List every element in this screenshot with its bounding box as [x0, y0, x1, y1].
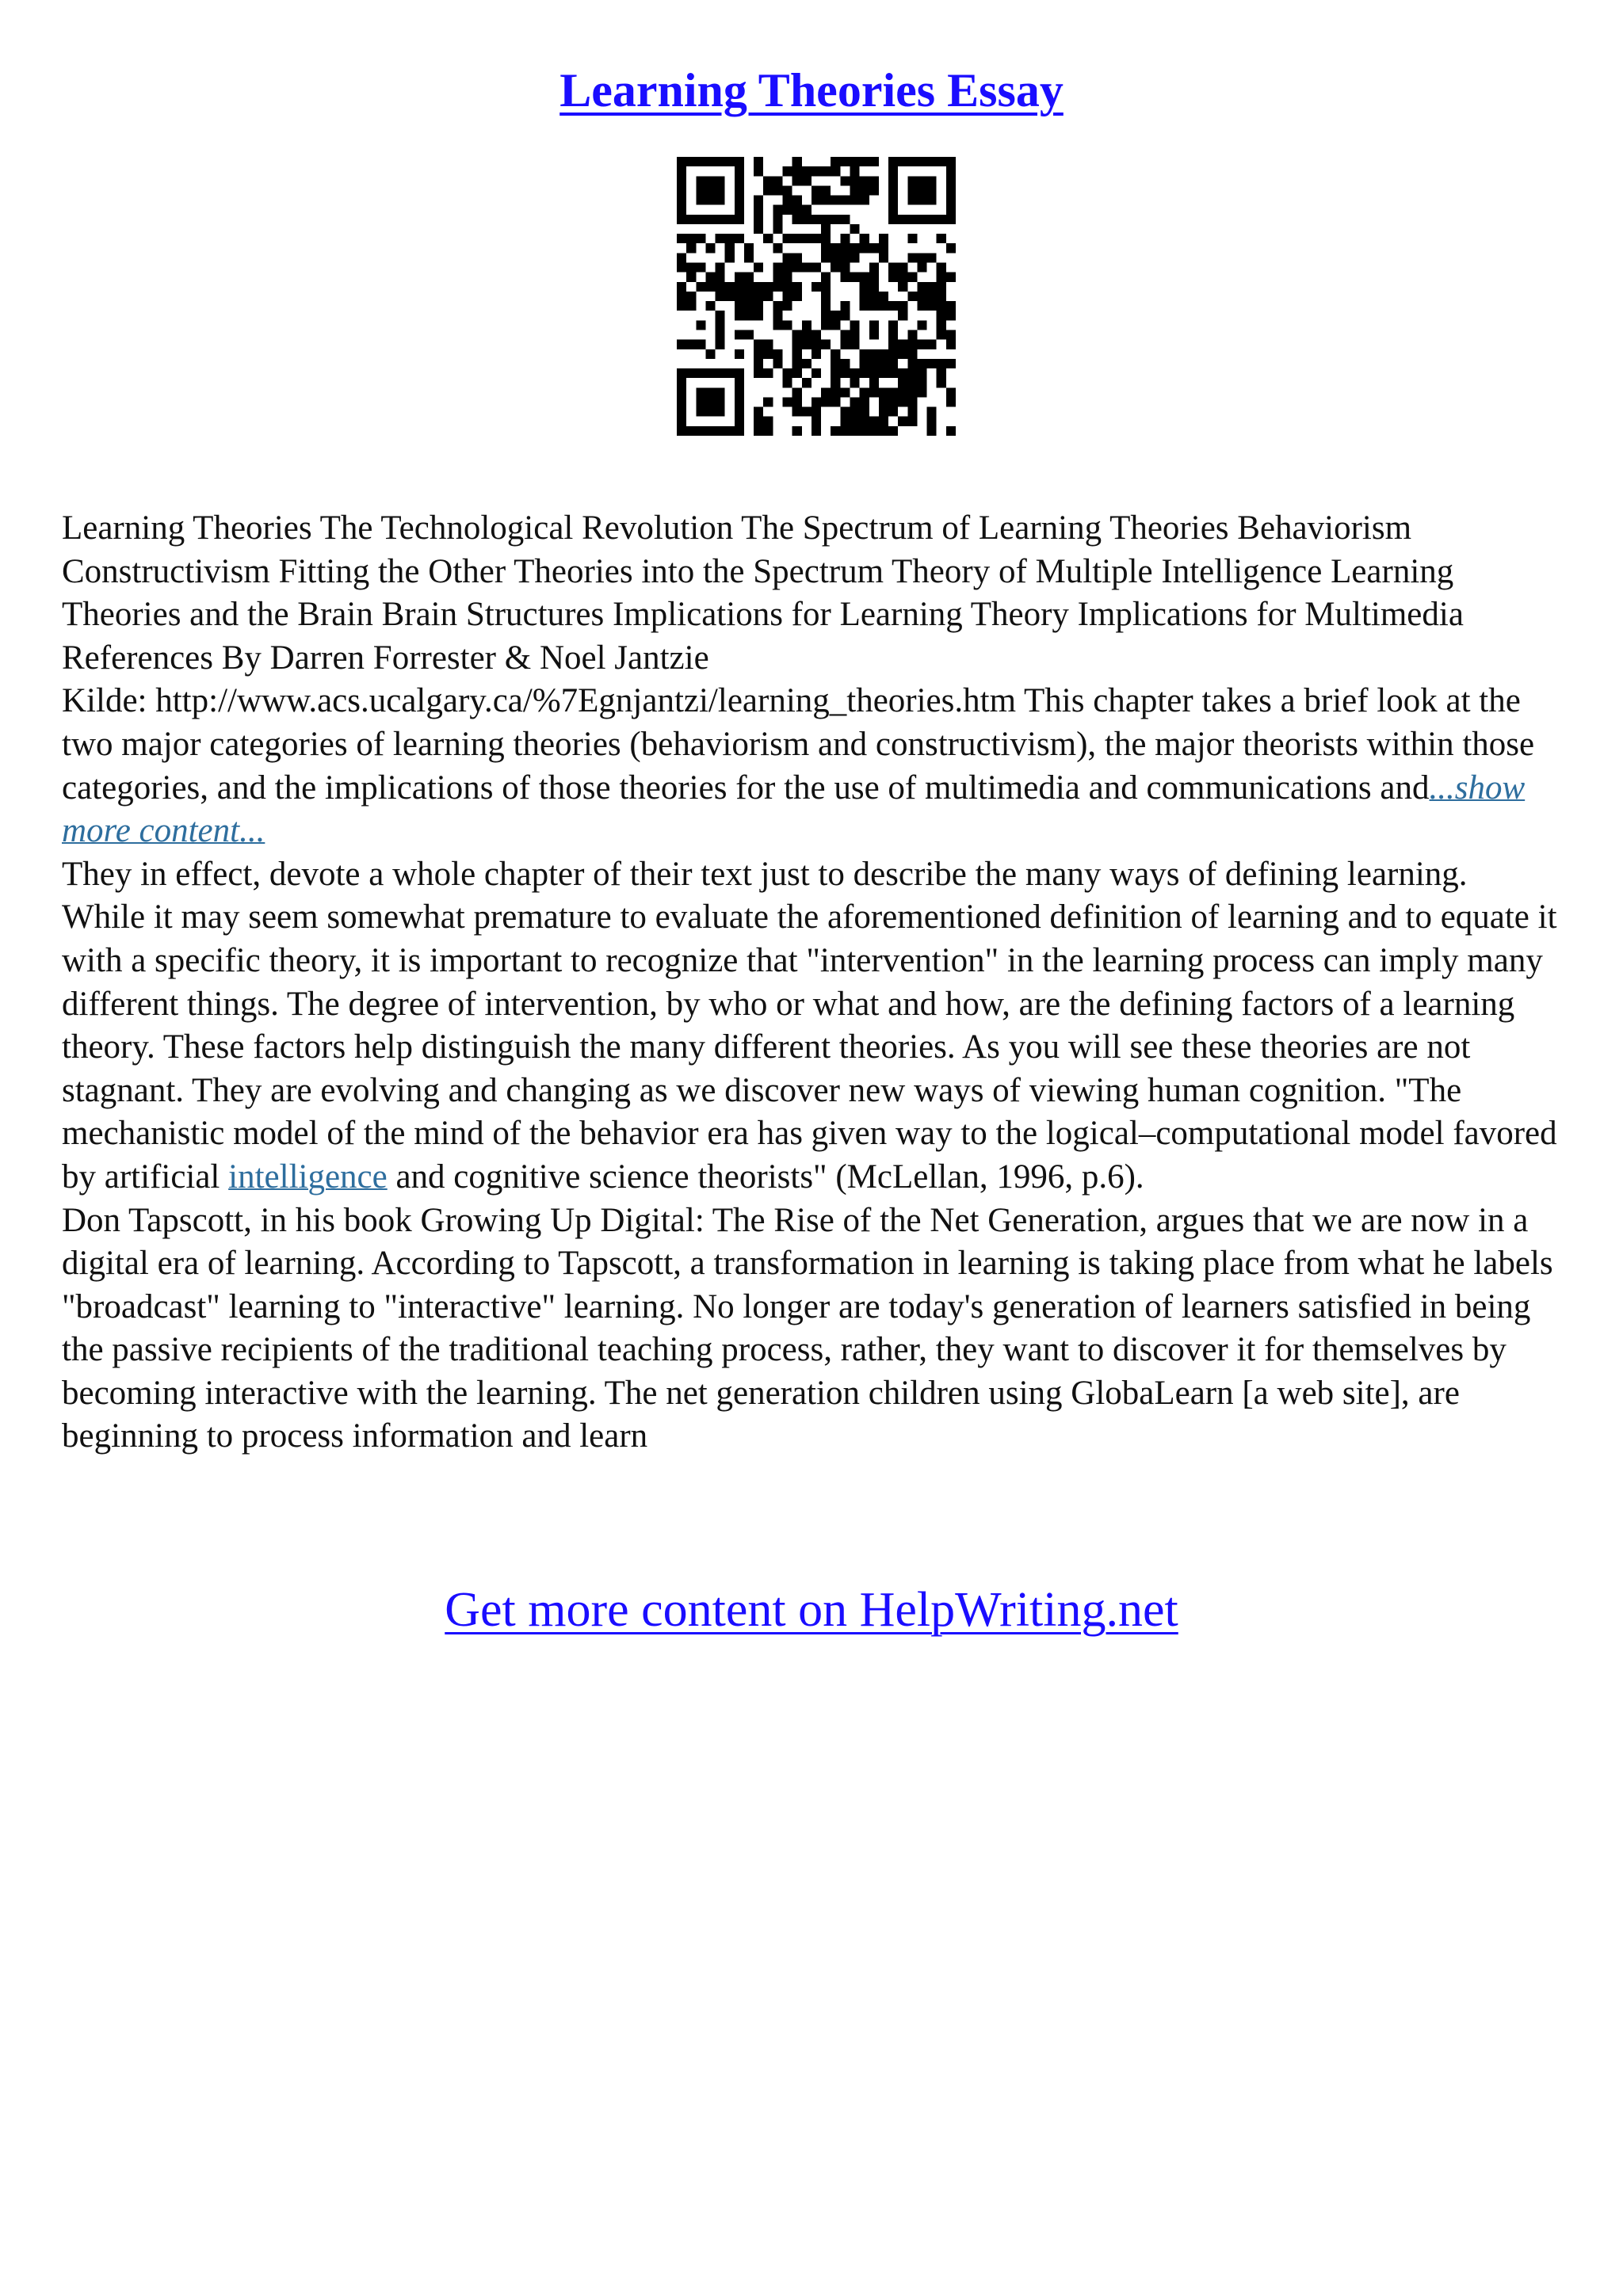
show-more-link[interactable]: ...show more content... — [62, 769, 1526, 850]
qr-code-graphic — [677, 157, 956, 436]
document-body — [62, 507, 1568, 1459]
paragraph-intervention — [62, 896, 1568, 1199]
intelligence-link[interactable]: intelligence — [228, 1158, 388, 1196]
paragraph-source-text: Kilde: http://www.acs.ucalgary.ca/%7Egnjantzi/learning_theories.htm This chapter takes a brief look at the two major categories of learning theories (behaviorism and constructivism), the major theorists within those categories, and the implications of those theories for the use of multimedia and communications and — [62, 682, 1535, 807]
footer — [0, 1578, 1623, 1642]
paragraph-contents: Learning Theories The Technological Revolution The Spectrum of Learning Theories Behaviorism Constructivism Fitting the Other Theories into the Spectrum Theory of Multiple Intelligence Learning Theories and the Brain Brain Structures Implications for Learning Theory Implications for Multimedia References By Darren Forrester & Noel Jantzie — [62, 509, 1464, 677]
qr-code-icon — [677, 157, 956, 436]
paragraph-intervention-text-b: and cognitive science theorists" (McLellan, 1996, p.6). — [387, 1158, 1144, 1196]
paragraph-intervention-text-a: While it may seem somewhat premature to evaluate the aforementioned definition of learning and to equate it with a specific theory, it is important to recognize that "intervention" in the learning process can imply many different things. The degree of intervention, by who or what and how, are the defining factors of a learning theory. These factors help distinguish the many different theories. As you will see these theories are not stagnant. They are evolving and changing as we discover new ways of viewing human cognition. "The mechanistic model of the mind of the behavior era has given way to the logical–computational model favored by artificial — [62, 898, 1557, 1196]
paragraph-source — [62, 680, 1568, 852]
title-link[interactable]: Learning Theories Essay — [559, 64, 1064, 116]
paragraph-definition: They in effect, devote a whole chapter of their text just to describe the many ways of defining learning. — [62, 855, 1468, 893]
document-title — [0, 59, 1623, 122]
paragraph-tapscott: Don Tapscott, in his book Growing Up Digital: The Rise of the Net Generation, argues that we are now in a digital era of learning. According to Tapscott, a transformation in learning is taking place from what he labels "broadcast" learning to "interactive" learning. No longer are today's generation of learners satisfied in being the passive recipients of the traditional teaching process, rather, they want to discover it for themselves by becoming interactive with the learning. The net generation children using GlobaLearn [a web site], are beginning to process information and learn — [62, 1201, 1553, 1455]
footer-link[interactable]: Get more content on HelpWriting.net — [445, 1583, 1178, 1637]
